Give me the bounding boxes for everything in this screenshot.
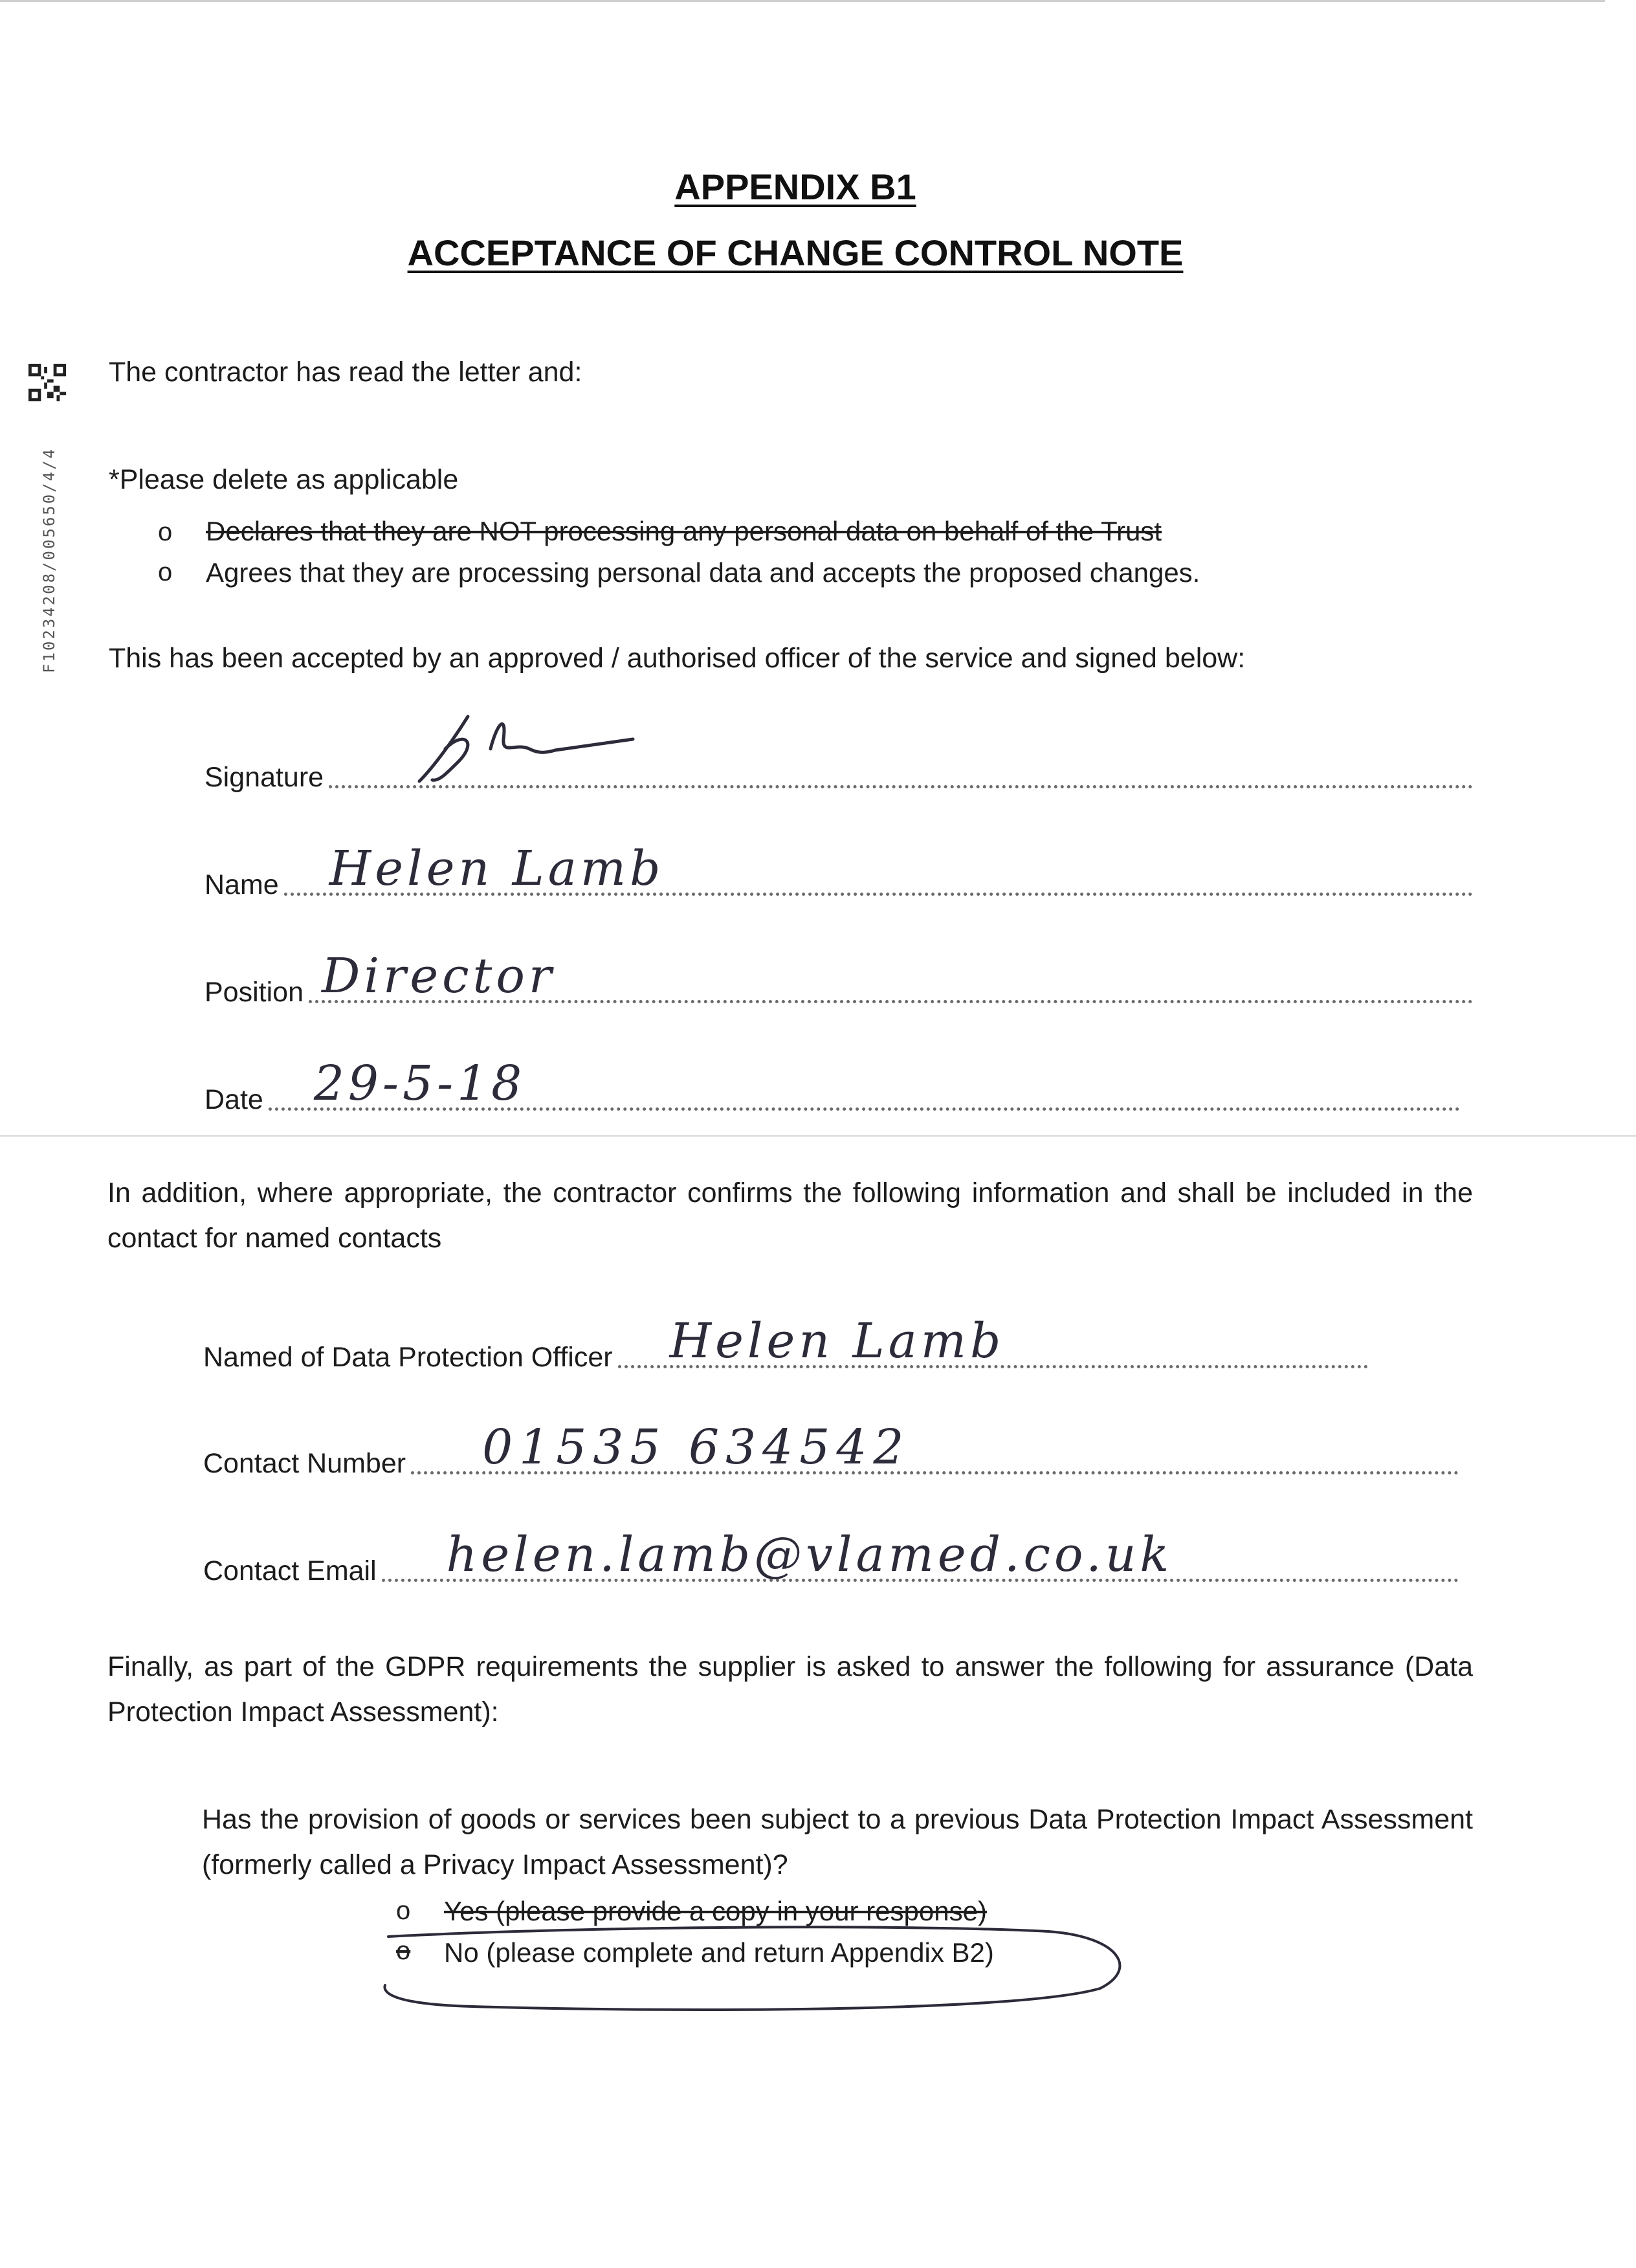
contact-number-label: Contact Number xyxy=(203,1448,406,1479)
dpo-field[interactable] xyxy=(203,1313,1368,1376)
handwritten-signature xyxy=(406,704,639,788)
gdpr-text: Finally, as part of the GDPR requirements the supplier is asked to answer the following for assurance (Data Protection Impact Assessment): xyxy=(107,1651,1473,1728)
contact-number-line xyxy=(411,1413,1459,1474)
scan-edge-line xyxy=(0,0,1605,2)
contact-email-line xyxy=(382,1520,1459,1582)
signature-field[interactable] xyxy=(204,738,1473,796)
answer-no[interactable]: No (please complete and return Appendix B2) xyxy=(444,1937,994,1968)
dpo-line xyxy=(618,1307,1368,1368)
name-value: Helen Lamb xyxy=(329,841,665,896)
contact-email-field[interactable] xyxy=(203,1527,1459,1590)
answer-bullet-no: o xyxy=(396,1937,411,1965)
contact-number-field[interactable] xyxy=(203,1419,1459,1482)
signature-label: Signature xyxy=(204,762,324,793)
position-label: Position xyxy=(204,977,304,1008)
qr-code-icon xyxy=(28,364,66,401)
intro-text: The contractor has read the letter and: xyxy=(109,357,582,388)
handdrawn-circle-mark xyxy=(375,1924,1133,2021)
page-subtitle: ACCEPTANCE OF CHANGE CONTROL NOTE xyxy=(407,232,1184,273)
name-line xyxy=(284,834,1473,896)
name-field[interactable] xyxy=(204,841,1473,904)
option-agrees-processing: Agrees that they are processing personal data and accepts the proposed changes. xyxy=(206,557,1200,588)
option-bullet-1: o xyxy=(158,518,173,546)
answer-bullet-yes: o xyxy=(396,1896,411,1925)
date-line xyxy=(269,1049,1460,1111)
addition-text: In addition, where appropriate, the contractor confirms the following information and shall be included in the contact for named contacts xyxy=(107,1177,1473,1254)
scan-fold-line xyxy=(0,1135,1636,1137)
accepted-text: This has been accepted by an approved / authorised officer of the service and signed below: xyxy=(109,643,1246,674)
dpia-question: Has the provision of goods or services been subject to a previous Data Protection Impact Assessment (formerly called a Privacy Impact Assessment)? xyxy=(202,1804,1473,1880)
position-field[interactable] xyxy=(204,948,1473,1011)
dpo-label: Named of Data Protection Officer xyxy=(203,1342,613,1373)
signature-line xyxy=(329,727,1473,788)
delete-note: *Please delete as applicable xyxy=(109,464,459,495)
name-label: Name xyxy=(204,869,279,900)
date-value: 29-5-18 xyxy=(313,1056,526,1111)
dpo-value: Helen Lamb xyxy=(669,1313,1005,1369)
document-id: F10234208/005650/4/4 xyxy=(40,447,58,673)
position-value: Director xyxy=(321,948,556,1004)
contact-number-value: 01535 634542 xyxy=(482,1419,911,1475)
answer-yes[interactable]: Yes (please provide a copy in your response) xyxy=(444,1896,987,1926)
date-field[interactable] xyxy=(204,1056,1460,1118)
contact-email-label: Contact Email xyxy=(203,1555,377,1586)
contact-email-value: helen.lamb@vlamed.co.uk xyxy=(446,1527,1173,1583)
page-title: APPENDIX B1 xyxy=(674,166,916,207)
option-bullet-2: o xyxy=(158,558,173,586)
date-label: Date xyxy=(204,1084,263,1115)
position-line xyxy=(309,942,1473,1003)
option-declares-not-processing: Declares that they are NOT processing any personal data on behalf of the Trust xyxy=(206,516,1162,546)
